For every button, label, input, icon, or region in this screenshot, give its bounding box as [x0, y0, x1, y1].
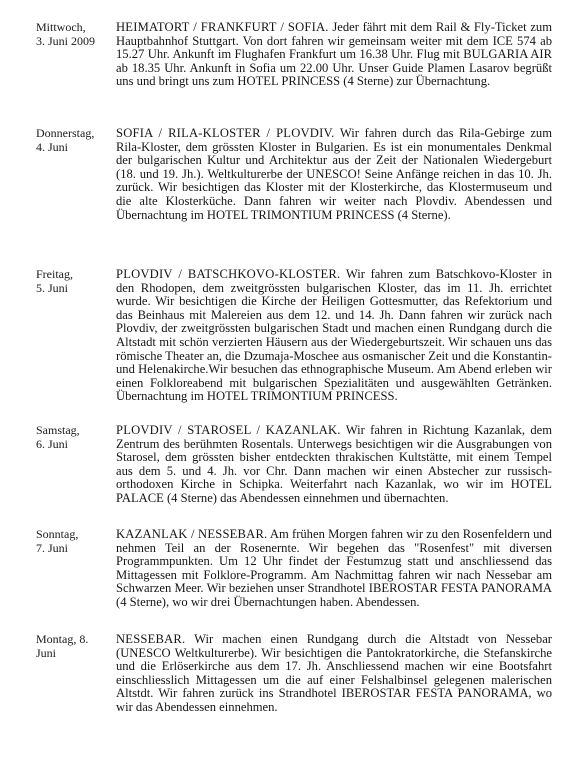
- entry-date: [36, 268, 120, 295]
- entry-date-day: Juni: [36, 645, 57, 660]
- entry-date-weekday: Donnerstag,: [36, 126, 95, 140]
- entry-date-weekday: Sonntag,: [36, 527, 79, 541]
- entry-heading: HEIMATORT / FRANKFURT / SOFIA.: [116, 20, 329, 34]
- entry-description: [116, 424, 552, 506]
- entry-heading: PLOVDIV / BATSCHKOVO-KLOSTER.: [116, 267, 341, 281]
- entry-date: [36, 424, 120, 451]
- entry-description: [116, 21, 552, 89]
- entry-date-weekday: Mittwoch,: [36, 20, 86, 34]
- entry-date: [36, 127, 120, 154]
- entry-date-weekday: Montag, 8.: [36, 632, 89, 646]
- entry-body: Jeder fährt mit dem Rail & Fly-Ticket zum Hauptbahnhof Stuttgart. Von dort fahren wir gemeinsam weiter mit dem ICE 574 ab 15.27 Uhr. Ankunft im Flughafen Frankfurt um 16.38 Uhr. Flug mit BULGARIA AIR ab 18.35 Uhr. Ankunft in Sofia um 22.00 Uhr. Unser Guide Plamen Lasarov begrüßt uns und bringt uns zum HOTEL PRINCESS (4 Sterne) zur Übernachtung.: [116, 20, 552, 89]
- entry-date-day: 4. Juni: [36, 139, 69, 154]
- entry-description: [116, 127, 552, 222]
- entry-body: Wir fahren zum Batschkovo-Kloster in den Rhodopen, dem zweitgrössten bulgarischen Kloster, das im 11. Jh. errichtet wurde. Wir besichtigen die Kirche der Heiligen Gottesmutter, das Refektorium und das Beinhaus mit Malereien aus dem 12. und 14. Jh. Dann fahren wir zurück nach Plovdiv, der zweitgrössten bulgarischen Stadt und machen einen Rundgang durch die Altstadt mit schön verzierten Häusern aus der Wiedergeburtszeit. Wir schauen uns das römische Theater an, die Dzumaja-Moschee aus osmanischer Zeit und die Konstantin- und Helenakirche.Wir besuchen das ethnographische Museum. Am Abend erleben wir einen Folkloreabend mit bulgarischen Spezialitäten und ausgewählten Getränken. Übernachtung im HOTEL TRIMONTIUM PRINCESS.: [116, 267, 552, 404]
- entry-heading: KAZANLAK / NESSEBAR.: [116, 527, 268, 541]
- entry-date-weekday: Samstag,: [36, 423, 80, 437]
- entry-body: Wir machen einen Rundgang durch die Altstadt von Nessebar (UNESCO Weltkulturerbe). Wir besichtigen die Pantokratorkirche, die Stefanskirche und die Erlöserkirche aus dem 17. Jh. Anschliessend machen wir eine Bootsfahrt einschliesslich Mittagessen um die auf einer Felshalbinsel gelegenen malerischen Altstdt. Wir fahren zurück ins Strandhotel IBEROSTAR FESTA PANORAMA, wo wir das Abendessen einnehmen.: [116, 632, 552, 714]
- entry-body: Am frühen Morgen fahren wir zu den Rosenfeldern und nehmen Teil an der Rosenernte. Wir begehen das "Rosenfest" mit diversen Programmpunkten. Um 12 Uhr findet der Festumzug statt und anschliessend das Mittagessen mit Folklore-Programm. Am Nachmittag fahren wir nach Nessebar am Schwarzen Meer. Wir beziehen unser Strandhotel IBEROSTAR FESTA PANORAMA (4 Sterne), wo wir drei Übernachtungen haben. Abendessen.: [116, 527, 552, 609]
- entry-date-day: 7. Juni: [36, 540, 69, 555]
- entry-body: Wir fahren in Richtung Kazanlak, dem Zentrum des berühmten Rosentals. Unterwegs besichtigen wir die Ausgrabungen von Starosel, dem grössten bisher entdeckten thrakischen Kultstätte, mit einem Tempel aus dem 5. und 4. Jh. vor Chr. Dann machen wir einen Abstecher zur russisch-orthodoxen Kirche in Schipka. Weiterfahrt nach Kazanlak, wo wir im HOTEL PALACE (4 Sterne) das Abendessen einnehmen und übernachten.: [116, 423, 553, 505]
- entry-description: [116, 633, 552, 715]
- entry-heading: NESSEBAR.: [116, 632, 186, 646]
- entry-body: Wir fahren durch das Rila-Gebirge zum Rila-Kloster, dem grössten Kloster in Bulgarien. Es ist ein monumentales Denkmal der bulgarischen Kultur und Architektur aus der Zeit der Nationalen Wiedergeburt (18. und 19. Jh.). Weltkulturerbe der UNESCO! Seine Anfänge reichen in das 10. Jh. zurück. Wir besichtigen das Kloster mit der Klosterkirche, das Klostermuseum und die alte Klosterküche. Dann fahren wir weiter nach Plovdiv. Abendessen und Übernachtung im HOTEL TRIMONTIUM PRINCESS (4 Sterne).: [116, 126, 553, 222]
- entry-heading: SOFIA / RILA-KLOSTER / PLOVDIV.: [116, 126, 335, 140]
- entry-heading: PLOVDIV / STAROSEL / KAZANLAK.: [116, 423, 341, 437]
- entry-description: [116, 528, 552, 610]
- entry-description: [116, 268, 552, 404]
- entry-date: [36, 21, 120, 48]
- entry-date-day: 6. Juni: [36, 436, 69, 451]
- entry-date: [36, 633, 120, 660]
- entry-date-day: 5. Juni: [36, 280, 69, 295]
- entry-date: [36, 528, 120, 555]
- entry-date-day: 3. Juni 2009: [36, 33, 96, 48]
- entry-date-weekday: Freitag,: [36, 267, 73, 281]
